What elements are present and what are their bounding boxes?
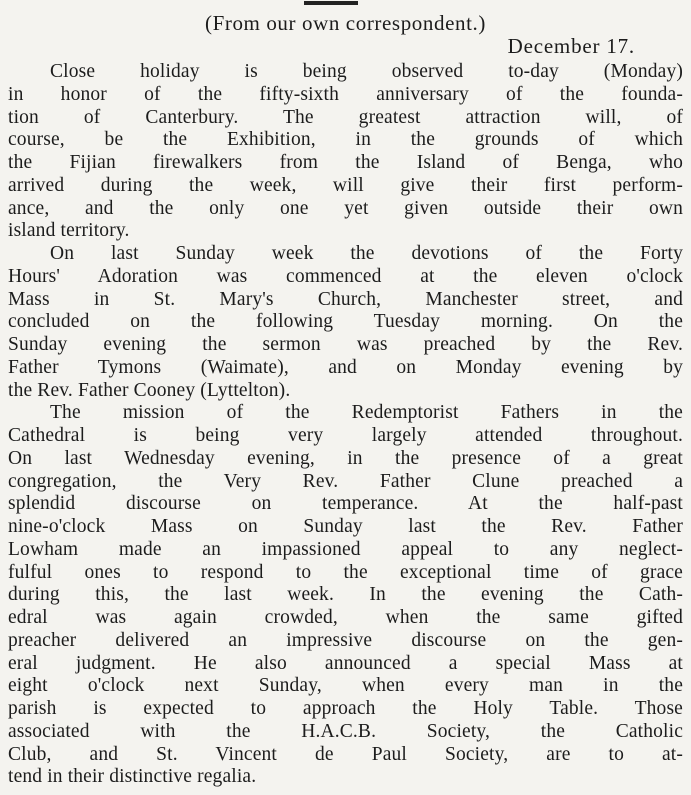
article-line: On last Sunday week the devotions of the Forty	[50, 243, 683, 264]
article-line: Cathedral is being very largely attended throughout.	[8, 425, 683, 446]
article-line: parish is expected to approach the Holy Table. Those	[8, 698, 683, 719]
article-line: during this, the last week. In the evening the Cath-	[8, 584, 683, 606]
article-line: Sunday evening the sermon was preached by the Rev.	[8, 334, 683, 355]
article-line: Lowham made an impassioned appeal to any neglect-	[8, 538, 683, 560]
header-rule	[304, 1, 358, 5]
article-line: Hours' Adoration was commenced at the eleven o'clock	[8, 265, 683, 287]
article-line: concluded on the following Tuesday morning. On the	[8, 311, 683, 333]
article-line: Father Tymons (Waimate), and on Monday evening by	[8, 356, 683, 378]
article-line: course, be the Exhibition, in the grounds of which	[8, 129, 683, 151]
article-line: fulful ones to respond to the exceptional time of grace	[8, 561, 683, 583]
article-line: Close holiday is being observed to-day (Monday)	[50, 61, 683, 82]
article-line: tion of Canterbury. The greatest attraction will, of	[8, 106, 683, 128]
article-line: preacher delivered an impressive discourse on the gen-	[8, 629, 683, 651]
byline: (From our own correspondent.)	[204, 11, 486, 35]
article-line: eral judgment. He also announced a special Mass at	[8, 652, 683, 674]
dateline: December 17.	[507, 34, 635, 58]
article-line: island territory.	[8, 220, 130, 242]
article-line: associated with the H.A.C.B. Society, the Catholic	[8, 720, 683, 742]
article-line: congregation, the Very Rev. Father Clune preached a	[8, 470, 683, 492]
article-line: the Fijian firewalkers from the Island of Benga, who	[8, 152, 683, 173]
article-line: Club, and St. Vincent de Paul Society, are to at-	[8, 743, 683, 765]
article-line: the Rev. Father Cooney (Lyttelton).	[8, 379, 291, 401]
article-line: nine-o'clock Mass on Sunday last the Rev. Father	[8, 516, 683, 537]
article-line: Mass in St. Mary's Church, Manchester street, and	[8, 288, 683, 310]
article-body	[8, 61, 683, 789]
article-line: splendid discourse on temperance. At the half-past	[8, 493, 683, 515]
article-line: The mission of the Redemptorist Fathers in the	[50, 402, 683, 424]
article-line: ance, and the only one yet given outside their own	[8, 197, 683, 219]
article-line: On last Wednesday evening, in the presence of a great	[8, 447, 683, 469]
article-line: edral was again crowded, when the same gifted	[8, 607, 683, 628]
article-line: eight o'clock next Sunday, when every man in the	[8, 675, 683, 697]
article-line: in honor of the fifty-sixth anniversary of the founda-	[8, 83, 683, 105]
article-line: tend in their distinctive regalia.	[8, 766, 257, 788]
article-line: arrived during the week, will give their first perform-	[8, 174, 683, 196]
